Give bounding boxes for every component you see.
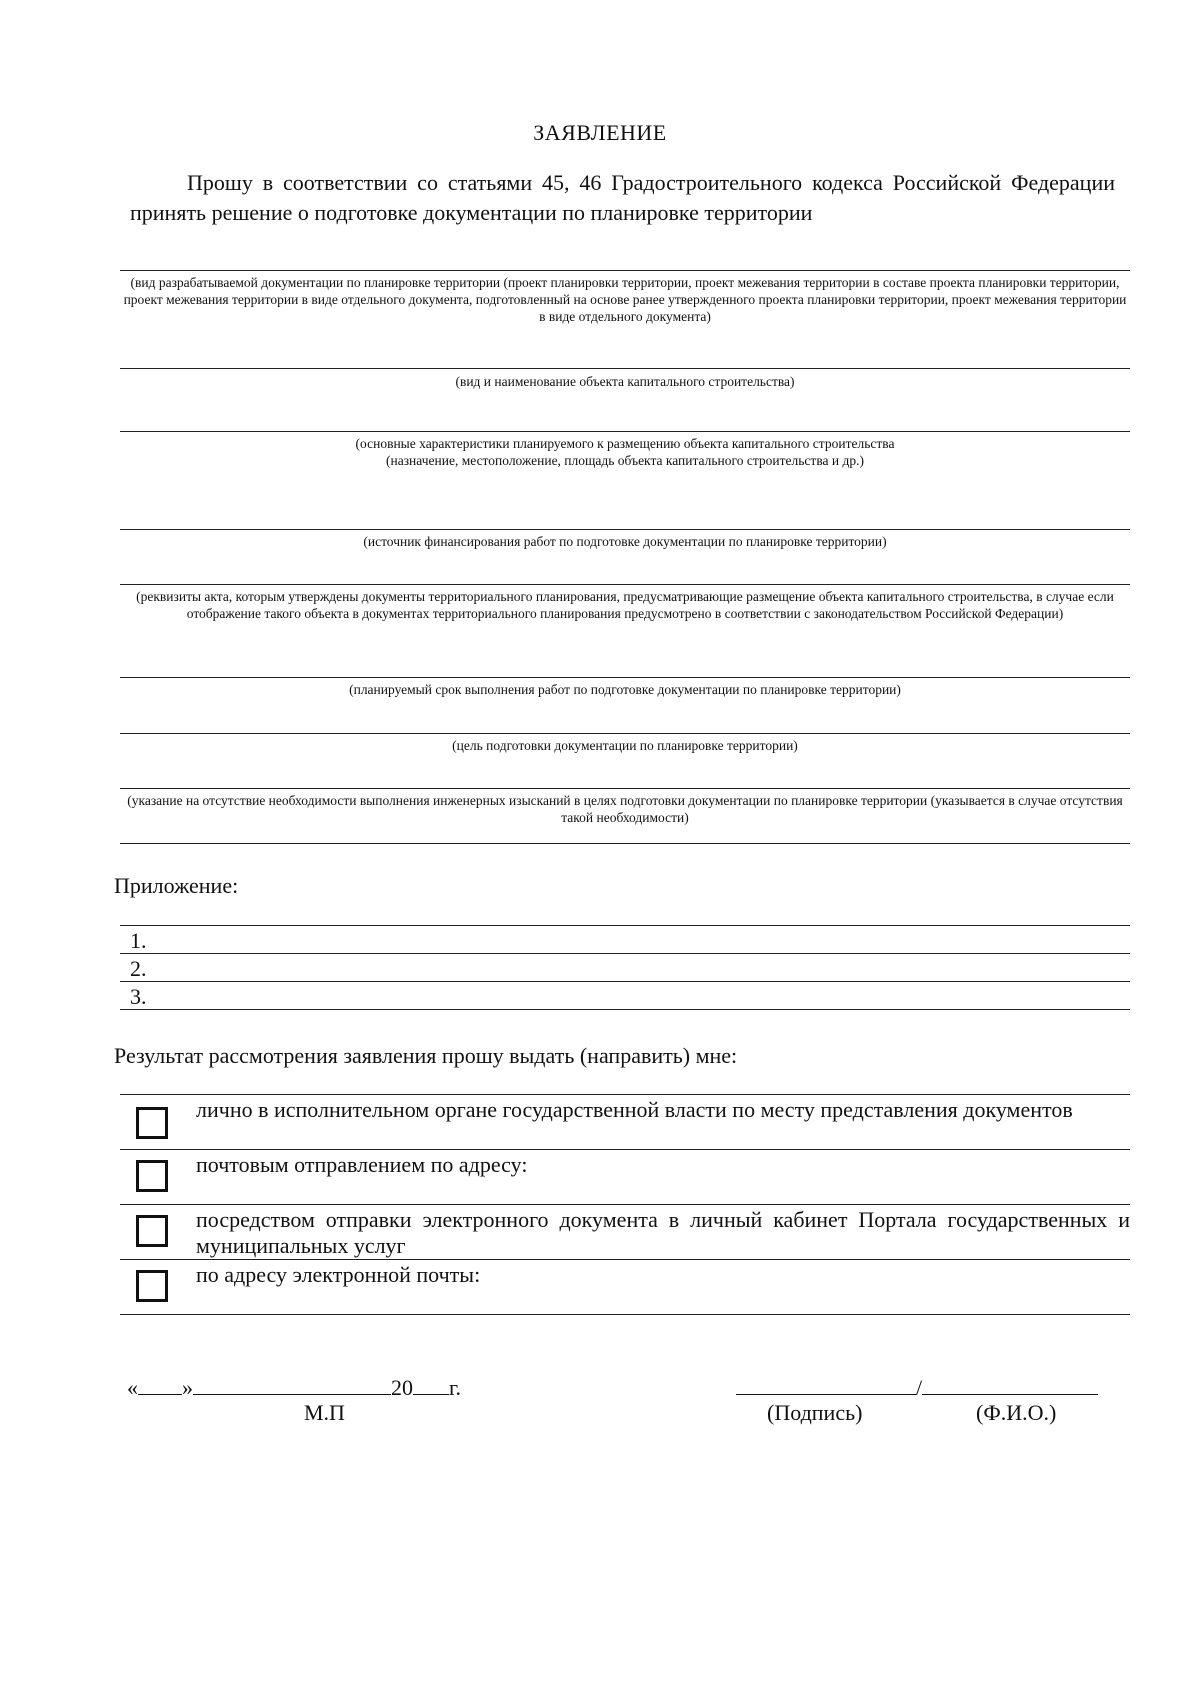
date-close-quote: » — [182, 1375, 193, 1400]
date-line — [127, 1372, 461, 1401]
field-hint: (основные характеристики планируемого к размещению объекта капитального строительства (назначение, местоположение, площадь объекта капитального строительства и др.) — [355, 436, 895, 468]
appendix-item-number: 2. — [130, 956, 147, 981]
field-input-line[interactable] — [120, 788, 1130, 789]
signature-line — [736, 1372, 1098, 1401]
appendix-item[interactable] — [120, 925, 1130, 953]
field-hint: (указание на отсутствие необходимости выполнения инженерных изысканий в целях подготовки документации по планировке территории (указывается в случае отсутствия такой необходимости) — [127, 793, 1123, 825]
field-hint: (вид и наименование объекта капитального строительства) — [455, 374, 795, 389]
date-year-prefix: 20 — [391, 1375, 413, 1400]
field-input-line[interactable] — [120, 431, 1130, 432]
delivery-option-label: почтовым отправлением по адресу: — [196, 1152, 528, 1177]
field-hint: (цель подготовки документации по планировке территории) — [452, 738, 798, 753]
appendix-item[interactable] — [120, 981, 1130, 1009]
field-input-line[interactable] — [120, 584, 1130, 585]
date-year-field[interactable] — [413, 1372, 449, 1395]
date-day-field[interactable] — [138, 1372, 182, 1395]
appendix-end-line — [120, 1009, 1130, 1010]
delivery-option-label: по адресу электронной почты: — [196, 1262, 481, 1287]
appendix-item[interactable] — [120, 953, 1130, 981]
appendix-item-number: 3. — [130, 984, 147, 1009]
delivery-label: Результат рассмотрения заявления прошу выдать (направить) мне: — [114, 1043, 738, 1068]
appendix-label: Приложение: — [114, 873, 239, 898]
field-hint: (реквизиты акта, которым утверждены документы территориального планирования, предусматривающие размещение объекта капитального строительства, в случае если отображение такого объекта в документах территориального планирования предусмотрено в соответствии с законодательством Российской Федерации) — [136, 589, 1114, 621]
delivery-option-in-person — [120, 1094, 1130, 1149]
field-input-line[interactable] — [120, 529, 1130, 530]
delivery-option-label: лично в исполнительном органе государственной власти по месту представления документов — [196, 1097, 1073, 1122]
delivery-option-label: посредством отправки электронного документа в личный кабинет Портала государственных и муниципальных услуг — [196, 1207, 1130, 1258]
delivery-option-mail — [120, 1149, 1130, 1204]
delivery-option-portal — [120, 1204, 1130, 1259]
field-hint: (вид разрабатываемой документации по планировке территории (проект планировки территории, проект межевания территории в составе проекта планировки территории, проект межевания территории в виде отдельного документа, подготовленный на основе ранее утвержденного проекта планировки территории, проект межевания территории в виде отдельного документа) — [123, 275, 1127, 324]
checkbox-email[interactable] — [136, 1270, 168, 1302]
signature-label: (Подпись) — [767, 1400, 863, 1425]
checkbox-mail[interactable] — [136, 1160, 168, 1192]
field-hint: (источник финансирования работ по подготовке документации по планировке территории) — [363, 534, 887, 549]
signature-field[interactable] — [736, 1372, 916, 1395]
stamp-label: М.П — [304, 1400, 345, 1425]
field-input-line[interactable] — [120, 270, 1130, 271]
date-open-quote: « — [127, 1375, 138, 1400]
appendix-item-number: 1. — [130, 928, 147, 953]
signature-separator: / — [916, 1375, 923, 1400]
field-input-line[interactable] — [120, 368, 1130, 369]
field-input-line[interactable] — [120, 677, 1130, 678]
field-hint: (планируемый срок выполнения работ по подготовке документации по планировке территории) — [349, 682, 901, 697]
checkbox-portal[interactable] — [136, 1215, 168, 1247]
field-end-line — [120, 843, 1130, 844]
date-month-field[interactable] — [193, 1372, 391, 1395]
field-input-line[interactable] — [120, 733, 1130, 734]
full-name-label: (Ф.И.О.) — [976, 1400, 1057, 1425]
date-year-suffix: г. — [449, 1375, 462, 1400]
full-name-field[interactable] — [922, 1372, 1098, 1395]
intro-paragraph: Прошу в соответствии со статьями 45, 46 Градостроительного кодекса Российской Федерации принять решение о подготовке документации по планировке территории — [130, 170, 1115, 225]
document-title: ЗАЯВЛЕНИЕ — [533, 120, 667, 145]
delivery-option-email — [120, 1259, 1130, 1314]
delivery-end-line — [120, 1314, 1130, 1315]
checkbox-in-person[interactable] — [136, 1107, 168, 1139]
